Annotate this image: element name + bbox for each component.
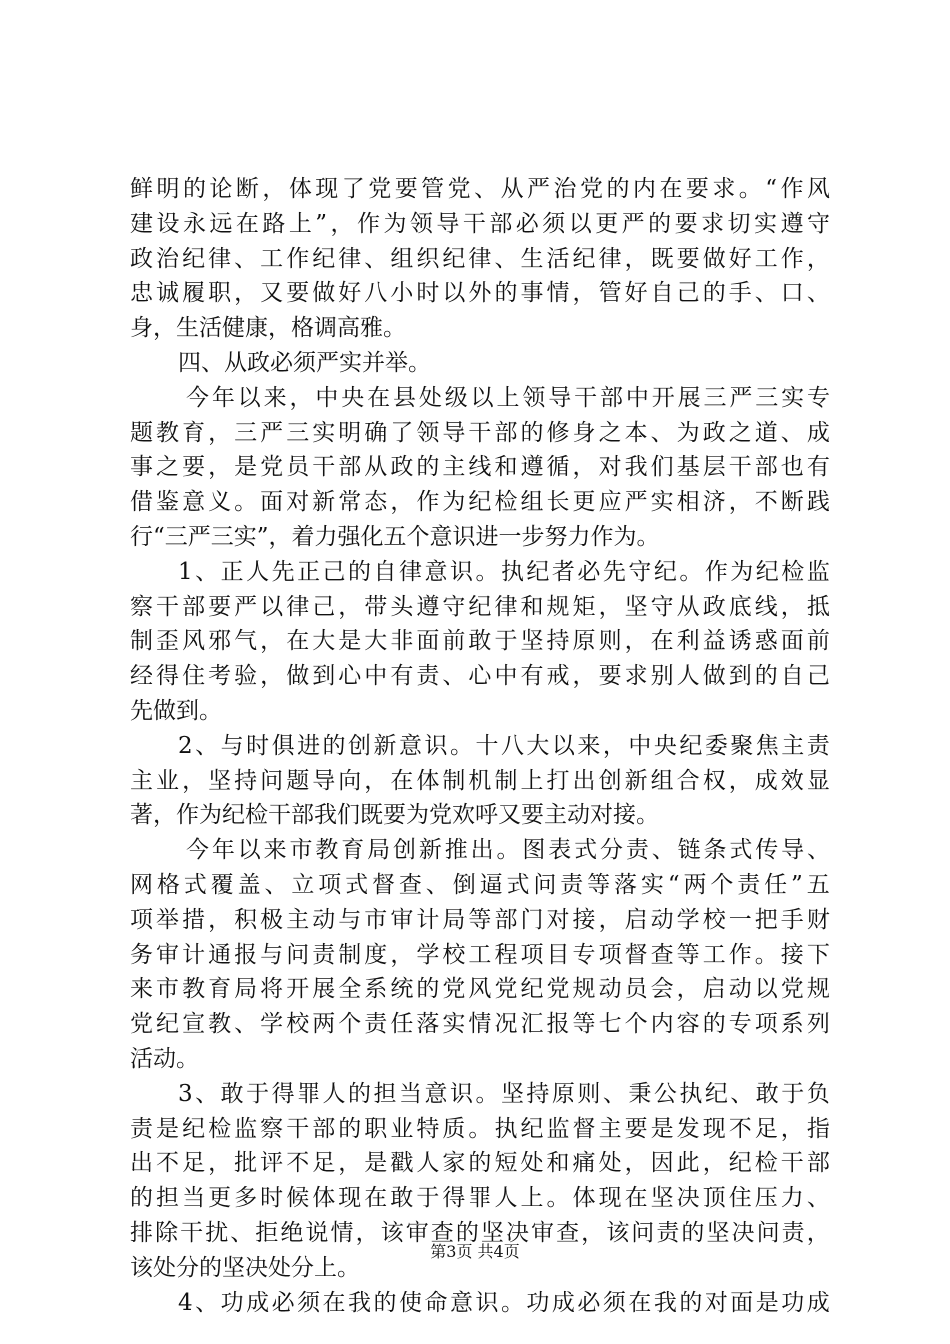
document-body bbox=[130, 172, 830, 1320]
text-line: 身，生活健康，格调高雅。 bbox=[130, 315, 406, 342]
text-line: 排 除 干 扰 、 拒 绝 说 情 ， 该 审 查 的 坚 决 审 查 ， 该 问 责 的 坚 决 问 责 ， bbox=[130, 1219, 830, 1246]
text-line: 建 设 永 远 在 路 上 ” ， 作 为 领 导 干 部 必 须 以 更 严 的 要 求 切 实 遵 守 bbox=[130, 210, 830, 237]
text-line: 活动。 bbox=[130, 1045, 199, 1072]
text-line: 责 是 纪 检 监 察 干 部 的 职 业 特 质 。 执 纪 监 督 主 要 是 发 现 不 足 ， 指 bbox=[130, 1115, 830, 1142]
text-line: 题 教 育 ， 三 严 三 实 明 确 了 领 导 干 部 的 修 身 之 本 、 为 政 之 道 、 成 bbox=[130, 419, 830, 446]
text-line: 党 纪 宣 教 、 学 校 两 个 责 任 落 实 情 况 汇 报 等 七 个 内 容 的 专 项 系 列 bbox=[130, 1011, 830, 1038]
text-line: 主 业 ， 坚 持 问 题 导 向 ， 在 体 制 机 制 上 打 出 创 新 组 合 权 ， 成 效 显 bbox=[130, 767, 830, 794]
text-line: 的 担 当 更 多 时 候 体 现 在 敢 于 得 罪 人 上 。 体 现 在 坚 决 顶 住 压 力 、 bbox=[130, 1185, 830, 1212]
text-line: 今 年 以 来 市 教 育 局 创 新 推 出 。 图 表 式 分 责 、 链 条 式 传 导 、 bbox=[186, 837, 830, 864]
text-line: 行“三严三实”，着力强化五个意识进一步努力作为。 bbox=[130, 523, 660, 550]
page-number-footer: 第3页 共4页 bbox=[430, 1242, 520, 1261]
text-line: 出 不 足 ， 批 评 不 足 ， 是 戳 人 家 的 短 处 和 痛 处 ， 因 此 ， 纪 检 干 部 bbox=[130, 1150, 830, 1177]
text-line: 1 、 正 人 先 正 己 的 自 律 意 识 。 执 纪 者 必 先 守 纪 。 作 为 纪 检 监 bbox=[178, 558, 830, 585]
text-line: 事 之 要 ， 是 党 员 干 部 从 政 的 主 线 和 遵 循 ， 对 我 们 基 层 干 部 也 有 bbox=[130, 454, 830, 481]
text-line: 来 市 教 育 局 将 开 展 全 系 统 的 党 风 党 纪 党 规 动 员 会 ， 启 动 以 党 规 bbox=[130, 976, 830, 1003]
text-line: 忠 诚 履 职 ， 又 要 做 好 八 小 时 以 外 的 事 情 ， 管 好 自 己 的 手 、 口 、 bbox=[130, 280, 830, 307]
text-line: 察 干 部 要 严 以 律 己 ， 带 头 遵 守 纪 律 和 规 矩 ， 坚 守 从 政 底 线 ， 抵 bbox=[130, 593, 830, 620]
text-line: 借 鉴 意 义 。 面 对 新 常 态 ， 作 为 纪 检 组 长 更 应 严 实 相 济 ， 不 断 践 bbox=[130, 489, 830, 516]
text-line: 3 、 敢 于 得 罪 人 的 担 当 意 识 。 坚 持 原 则 、 秉 公 执 纪 、 敢 于 负 bbox=[178, 1080, 830, 1107]
text-line: 鲜 明 的 论 断 ， 体 现 了 党 要 管 党 、 从 严 治 党 的 内 在 要 求 。 “ 作 风 bbox=[130, 176, 830, 202]
text-line: 著，作为纪检干部我们既要为党欢呼又要主动对接。 bbox=[130, 802, 659, 829]
text-line: 项 举 措 ， 积 极 主 动 与 市 审 计 局 等 部 门 对 接 ， 启 动 学 校 一 把 手 财 bbox=[130, 906, 830, 933]
text-line: 4 、 功 成 必 须 在 我 的 使 命 意 识 。 功 成 必 须 在 我 的 对 面 是 功 成 bbox=[178, 1289, 830, 1316]
text-line: 务 审 计 通 报 与 问 责 制 度 ， 学 校 工 程 项 目 专 项 督 查 等 工 作 。 接 下 bbox=[130, 941, 830, 968]
text-line: 网 格 式 覆 盖 、 立 项 式 督 查 、 倒 逼 式 问 责 等 落 实 “ 两 个 责 任 ” 五 bbox=[130, 871, 830, 898]
text-line: 今 年 以 来 ， 中 央 在 县 处 级 以 上 领 导 干 部 中 开 展 三 严 三 实 专 bbox=[186, 384, 830, 411]
text-line: 先做到。 bbox=[130, 697, 222, 724]
text-line: 经 得 住 考 验 ， 做 到 心 中 有 责 、 心 中 有 戒 ， 要 求 别 人 做 到 的 自 己 bbox=[130, 663, 830, 690]
text-line: 2 、 与 时 俱 进 的 创 新 意 识 。 十 八 大 以 来 ， 中 央 纪 委 聚 焦 主 责 bbox=[178, 732, 830, 759]
text-line: 制 歪 风 邪 气 ， 在 大 是 大 非 面 前 敢 于 坚 持 原 则 ， 在 利 益 诱 惑 面 前 bbox=[130, 628, 830, 655]
text-line: 政 治 纪 律 、 工 作 纪 律 、 组 织 纪 律 、 生 活 纪 律 ， 既 要 做 好 工 作 ， bbox=[130, 245, 830, 272]
text-line: 四、从政必须严实并举。 bbox=[178, 349, 431, 376]
text-line: 该处分的坚决处分上。 bbox=[130, 1254, 360, 1281]
